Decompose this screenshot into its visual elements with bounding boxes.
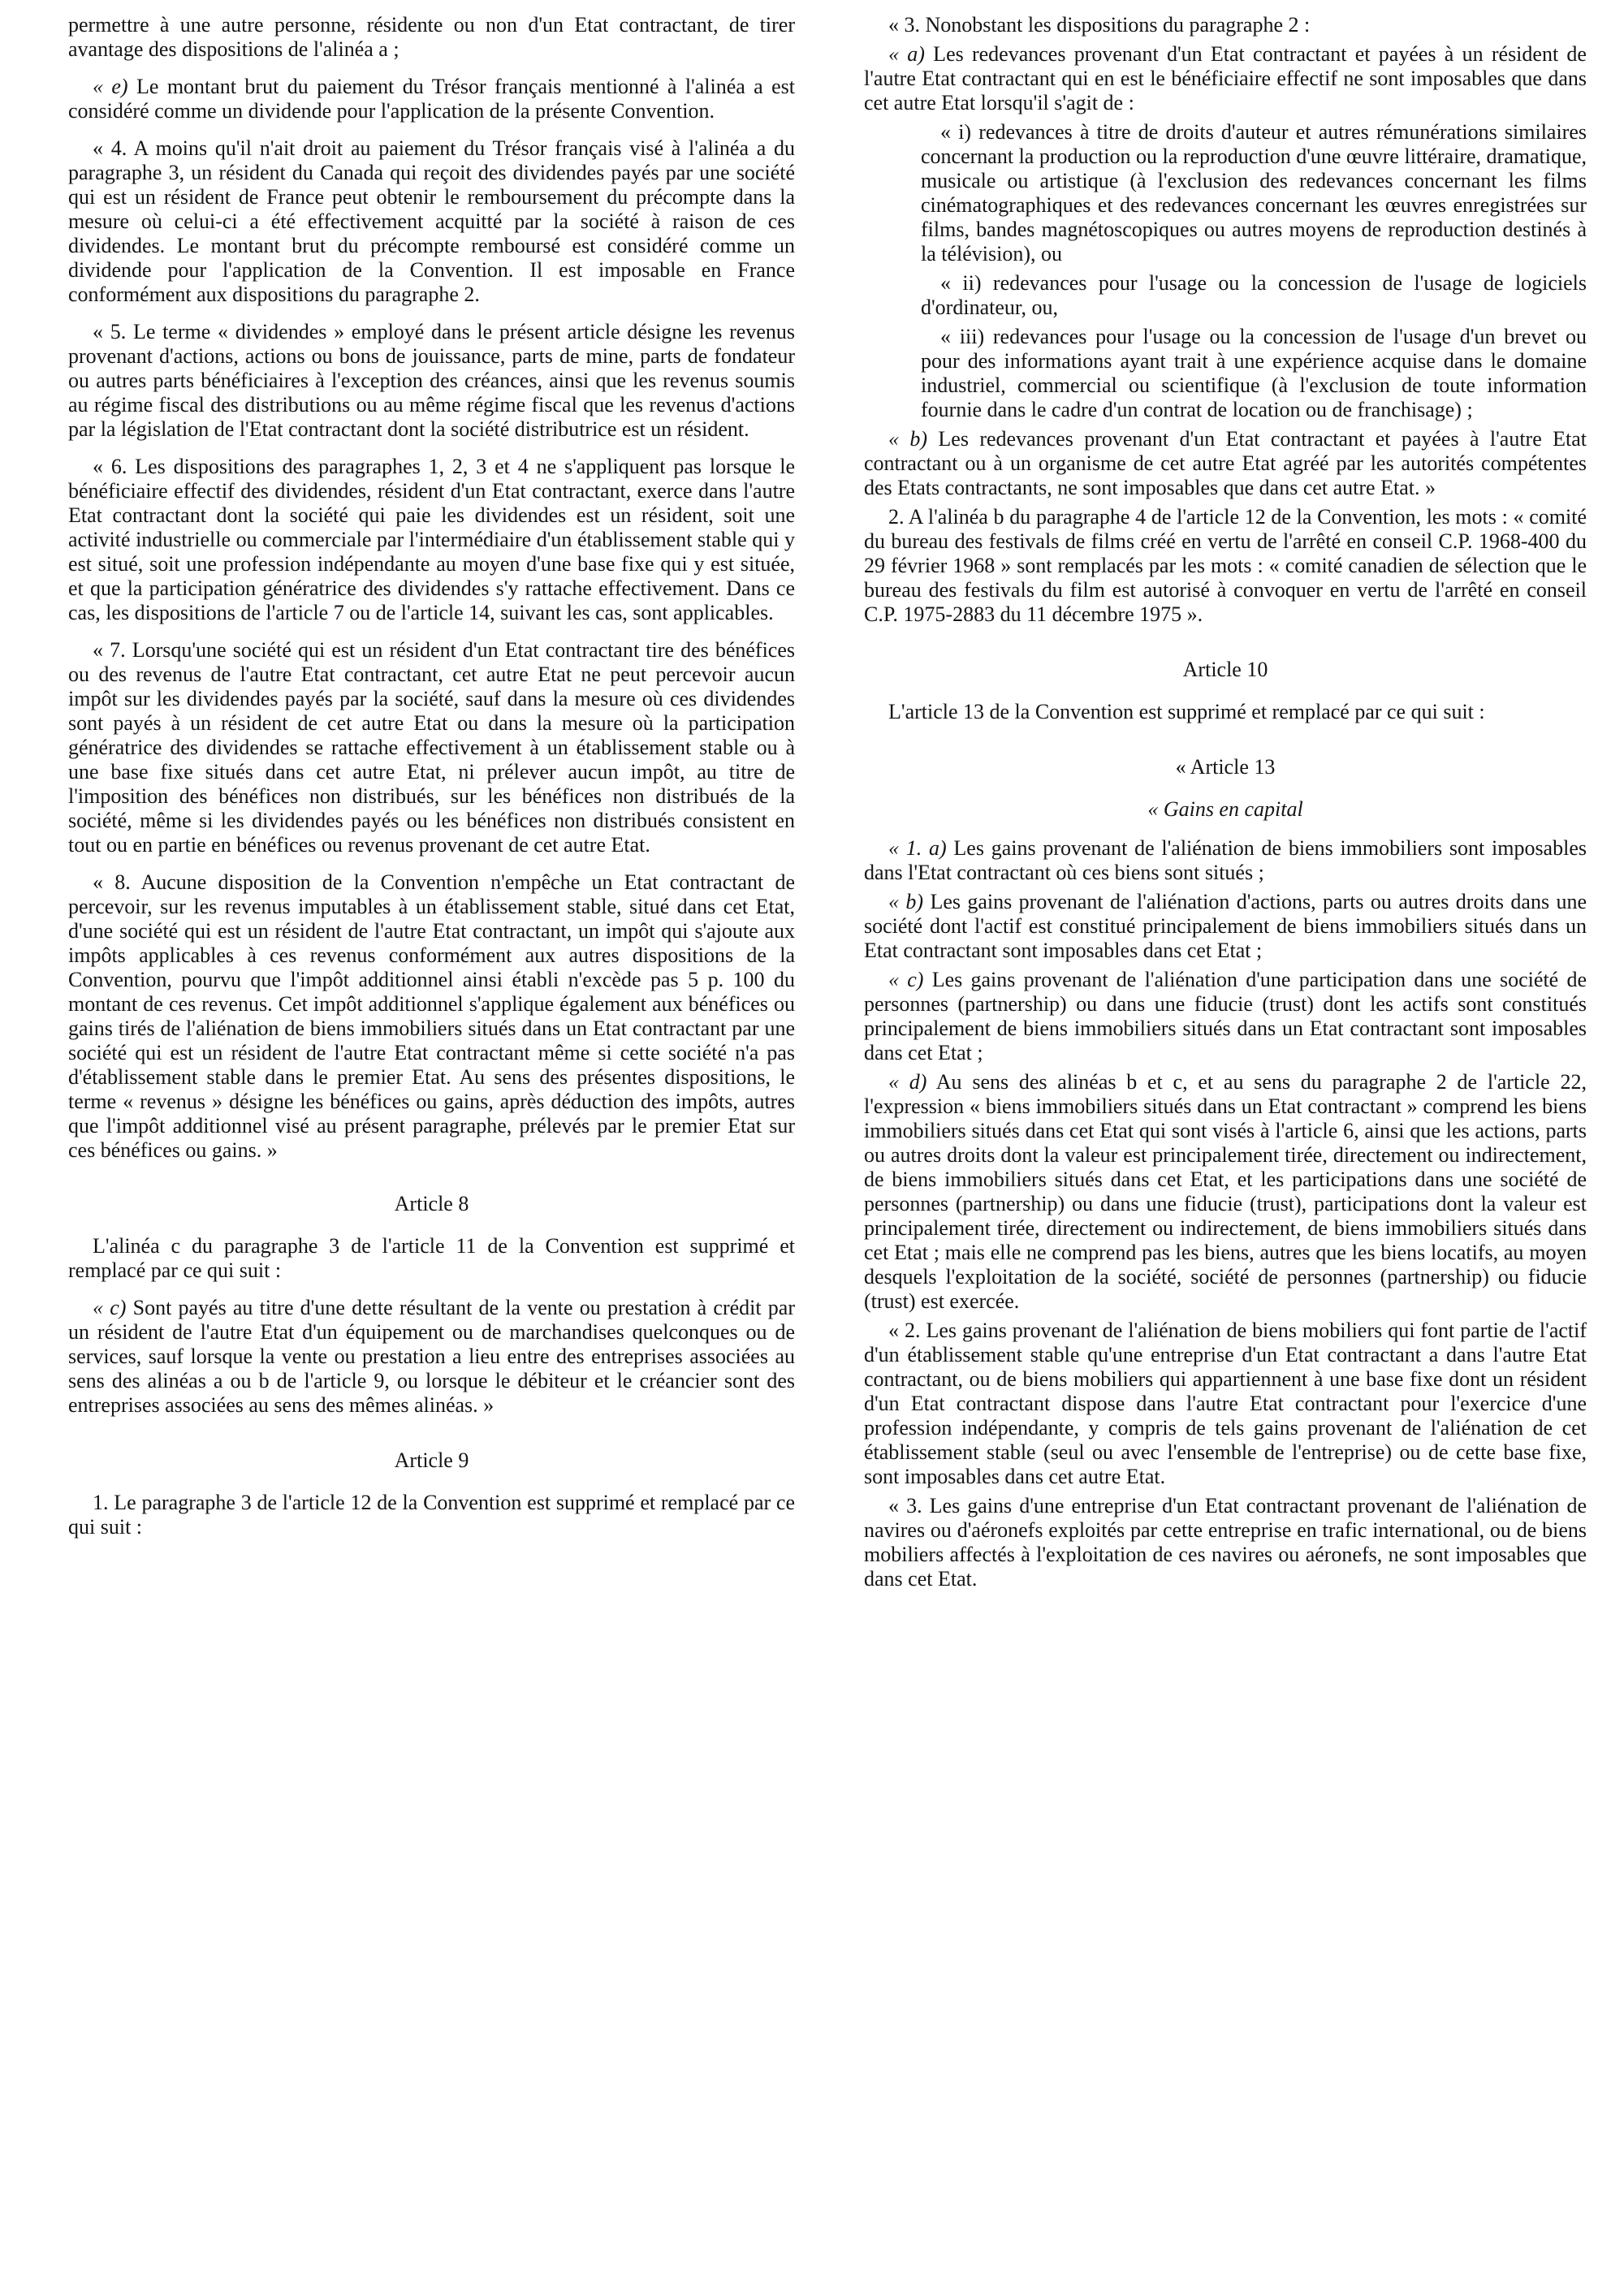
paragraph-text: Au sens des alinéas b et c, et au sens du paragraphe 2 de l'article 22, l'expression « biens immobiliers situés dans un Etat contractant » comprend les biens immobiliers situés dans cet Etat qui sont visés à l'article 6, ainsi que les actions, parts ou autres droits dont la valeur est principalement tirée, directement ou indirectement, de biens immobiliers situés dans cet Etat, et les participations dans une société de personnes (partnership) ou dans une fiducie (trust), participations dont la valeur est principalement tirée, directement ou indirectement, de biens immobiliers situés dans cet Etat ; mais elle ne comprend pas les biens, autres que les biens locatifs, au moyen desquels l'exploitation de la société, société de personnes (partnership) ou fiducie (trust) est exercée. <box>864 1070 1587 1313</box>
sub-paragraph: « iii) redevances pour l'usage ou la concession de l'usage d'un brevet ou pour des informations ayant trait à une expérience acquise dans le domaine industriel, commercial ou scientifique (à l'exclusion de toute information fournie dans le cadre d'un contrat de location ou de franchisage) ; <box>921 325 1587 421</box>
article-13-heading: « Article 13 <box>1175 755 1276 779</box>
paragraph: « 4. A moins qu'il n'ait droit au paiement du Trésor français visé à l'alinéa a du paragraphe 3, un résident du Canada qui reçoit des dividendes payés par une société qui est un résident de France peut obtenir le remboursement du précompte dans la mesure où celui-ci a été effectivement acquitté par la société à raison de ces dividendes. Le montant brut du précompte remboursé est considéré comme un dividende pour l'application de la Convention. Il est imposable en France conformément aux dispositions du paragraphe 2. <box>68 136 795 306</box>
paragraph-text: Les redevances provenant d'un Etat contractant et payées à l'autre Etat contractant ou à un organisme de cet autre Etat agréé par les autorités compétentes des Etats contractants, ne sont imposables que dans cet autre Etat. » <box>864 427 1587 499</box>
paragraph: « 2. Les gains provenant de l'aliénation de biens mobiliers qui font partie de l'actif d'un établissement stable qu'une entreprise d'un Etat contractant a dans l'autre Etat contractant, ou de biens mobiliers qui appartiennent à une base fixe dont un résident d'un Etat contractant dispose dans l'autre Etat contractant pour l'exercice d'une profession indépendante, y compris de tels gains provenant de l'aliénation de cet établissement stable (seul ou avec l'ensemble de l'entreprise) ou de cette base fixe, sont imposables dans cet autre Etat. <box>864 1319 1587 1488</box>
paragraph-text: Sont payés au titre d'une dette résultant de la vente ou prestation à crédit par un résident de l'autre Etat d'un équipement ou de marchandises quelconques ou de services, sauf lorsque la vente ou prestation a lieu entre des entreprises associées au sens des alinéas a ou b de l'article 9, ou lorsque le débiteur et le créancier sont des entreprises associées au sens des mêmes alinéas. » <box>68 1296 795 1417</box>
left-column <box>68 13 795 1552</box>
paragraph <box>68 75 795 123</box>
paragraph <box>864 427 1587 500</box>
paragraph <box>864 968 1587 1065</box>
alinea-marker: « e) <box>93 75 128 98</box>
paragraph: « 6. Les dispositions des paragraphes 1, 2, 3 et 4 ne s'appliquent pas lorsque le bénéficiaire effectif des dividendes, résident d'un Etat contractant, exerce dans l'autre Etat contractant dont la société qui paie les dividendes est un résident, soit une activité industrielle ou commerciale par l'intermédiaire d'un établissement stable qui y est situé, soit une profession indépendante au moyen d'une base fixe qui y est située, et que la participation génératrice des dividendes s'y rattache effectivement. Dans ce cas, les dispositions de l'article 7 ou de l'article 14, suivant les cas, sont applicables. <box>68 455 795 624</box>
paragraph <box>864 42 1587 115</box>
article-9-heading: Article 9 <box>394 1448 469 1472</box>
paragraph-text: Les redevances provenant d'un Etat contractant et payées à un résident de l'autre Etat contractant qui en est le bénéficiaire effectif ne sont imposables que dans cet autre Etat lorsqu'il s'agit de : <box>864 42 1587 114</box>
paragraph: L'alinéa c du paragraphe 3 de l'article 11 de la Convention est supprimé et remplacé par ce qui suit : <box>68 1234 795 1282</box>
paragraph: « 5. Le terme « dividendes » employé dans le présent article désigne les revenus provenant d'actions, actions ou bons de jouissance, parts de mine, parts de fondateur ou autres parts bénéficiaires à l'exception des créances, ainsi que les revenus soumis au régime fiscal des distributions ou au même régime fiscal que les revenus d'actions par la législation de l'Etat contractant dont la société distributrice est un résident. <box>68 320 795 441</box>
right-column <box>864 13 1587 1596</box>
article-8-heading: Article 8 <box>394 1192 469 1215</box>
alinea-marker: « b) <box>888 427 928 451</box>
paragraph: 1. Le paragraphe 3 de l'article 12 de la Convention est supprimé et remplacé par ce qui suit : <box>68 1491 795 1539</box>
paragraph: L'article 13 de la Convention est supprimé et remplacé par ce qui suit : <box>888 700 1485 723</box>
article-10-heading: Article 10 <box>1182 658 1268 681</box>
alinea-marker: « d) <box>888 1070 927 1094</box>
alinea-marker: « 1. a) <box>888 836 947 860</box>
paragraph-text: Les gains provenant de l'aliénation d'une participation dans une société de personnes (partnership) ou dans une fiducie (trust) dont les actifs sont constitués principalement de biens immobiliers situés dans un Etat contractant sont imposables dans cet Etat ; <box>864 968 1587 1064</box>
paragraph: « 8. Aucune disposition de la Convention n'empêche un Etat contractant de percevoir, sur les revenus imputables à un établissement stable, situé dans cet Etat, d'une société qui est un résident de l'autre Etat contractant, un impôt qui s'ajoute aux impôts applicables à ces revenus conformément aux autres dispositions de la Convention, pourvu que l'impôt additionnel ainsi établi n'excède pas 5 p. 100 du montant de ces revenus. Cet impôt additionnel s'applique également aux bénéfices ou gains tirés de l'aliénation de biens immobiliers situés dans un Etat contractant par une société qui est un résident de l'autre Etat contractant même si cette société n'a pas d'établissement stable dans le premier Etat. Au sens des présentes dispositions, le terme « revenus » désigne les bénéfices ou gains, après déduction des impôts, autres que l'impôt additionnel visé au présent paragraphe, prélevés par le premier Etat sur ces bénéfices ou gains. » <box>68 870 795 1162</box>
gains-en-capital-subheading: « Gains en capital <box>1147 797 1303 821</box>
paragraph: permettre à une autre personne, résidente ou non d'un Etat contractant, de tirer avantage des dispositions de l'alinéa a ; <box>68 13 795 61</box>
paragraph <box>864 890 1587 963</box>
paragraph <box>864 1070 1587 1314</box>
paragraph: « 3. Nonobstant les dispositions du paragraphe 2 : <box>888 13 1311 37</box>
paragraph-text: Les gains provenant de l'aliénation de biens immobiliers sont imposables dans l'Etat contractant où ces biens sont situés ; <box>864 836 1587 884</box>
alinea-marker: « b) <box>888 890 924 913</box>
alinea-marker: « c) <box>93 1296 127 1319</box>
paragraph <box>864 836 1587 885</box>
paragraph-text: Le montant brut du paiement du Trésor français mentionné à l'alinéa a est considéré comme un dividende pour l'application de la présente Convention. <box>68 75 796 123</box>
alinea-marker: « a) <box>888 42 925 66</box>
sub-paragraph: « ii) redevances pour l'usage ou la concession de l'usage de logiciels d'ordinateur, ou, <box>921 271 1587 319</box>
paragraph: « 7. Lorsqu'une société qui est un résident d'un Etat contractant tire des bénéfices ou des revenus de l'autre Etat contractant, cet autre Etat ne peut percevoir aucun impôt sur les dividendes payés par la société, sauf dans la mesure où ces dividendes sont payés à un résident de cet autre Etat ou dans la mesure où la participation génératrice des dividendes se rattache effectivement à un établissement stable ou à une base fixe situés dans cet autre Etat, ni prélever aucun impôt, au titre de l'imposition des bénéfices non distribués, sur les bénéfices non distribués de la société, même si les dividendes payés ou les bénéfices non distribués consistent en tout ou en partie en bénéfices ou revenus provenant de cet autre Etat. <box>68 638 795 857</box>
alinea-marker: « c) <box>888 968 924 991</box>
paragraph: 2. A l'alinéa b du paragraphe 4 de l'article 12 de la Convention, les mots : « comité du bureau des festivals de films créé en vertu de l'arrêté en conseil C.P. 1968-400 du 29 février 1968 » sont remplacés par les mots : « comité canadien de sélection que le bureau des festivals du film est autorisé à convoquer en vertu de l'arrêté en conseil C.P. 1975-2883 du 11 décembre 1975 ». <box>864 505 1587 626</box>
paragraph <box>68 1296 795 1418</box>
paragraph-text: Les gains provenant de l'aliénation d'actions, parts ou autres droits dans une société dont l'actif est constitué principalement de biens immobiliers situés dans un Etat contractant sont imposables dans cet Etat ; <box>864 890 1587 962</box>
sub-paragraph: « i) redevances à titre de droits d'auteur et autres rémunérations similaires concernant la production ou la reproduction d'une œuvre littéraire, dramatique, musicale ou artistique (à l'exclusion des redevances concernant les films cinématographiques et des redevances concernant les œuvres enregistrées sur films, bandes magnétoscopiques ou autres moyens de reproduction destinés à la télévision), ou <box>921 120 1587 265</box>
paragraph: « 3. Les gains d'une entreprise d'un Etat contractant provenant de l'aliénation de navires ou d'aéronefs exploités par cette entreprise en trafic international, ou de biens mobiliers affectés à l'exploitation de ces navires ou aéronefs, ne sont imposables que dans cet Etat. <box>864 1494 1587 1591</box>
